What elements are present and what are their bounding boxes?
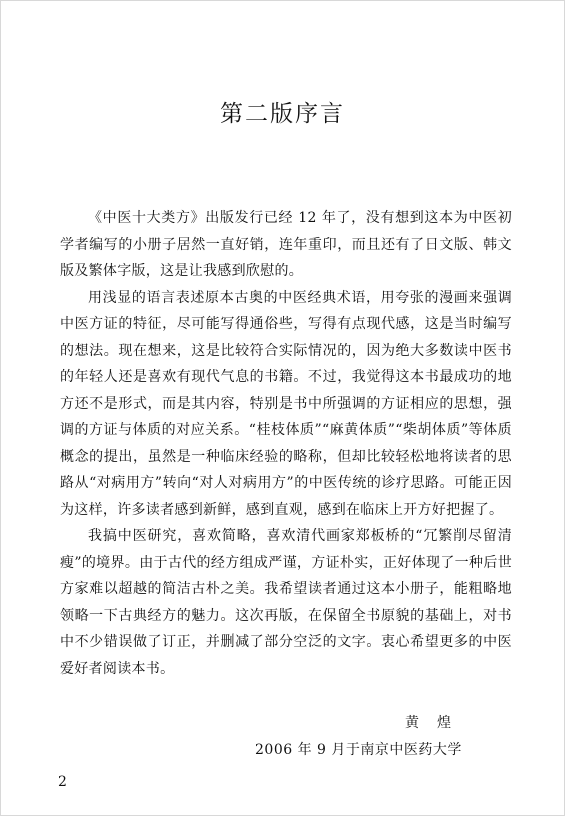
page-title: 第二版序言 — [220, 101, 345, 127]
paragraph-2: 用浅显的语言表述原本古奥的中医经典术语，用夸张的漫画来强调中医方证的特征，尽可能写得通俗些，写得有点现代感，这是当时编写的想法。现在想来，这是比较符合实际情况的，因为绝大多数读中医书的年轻人还是喜欢有现代气息的书籍。不过，我觉得这本书最成功的地方还不是形式，而是其内容，特别是书中所强调的方证相应的思想，强调的方证与体质的对应关系。“桂枝体质”“麻黄体质”“柴胡体质”等体质概念的提出，虽然是一种临床经验的略称，但却比较轻松地将读者的思路从“对病用方”转向“对人对病用方”的中医传统的诊疗思路。可能正因为这样，许多读者感到新鲜，感到直观，感到在临床上开方好把握了。 — [60, 289, 512, 518]
author-signature: 黄煌 — [405, 715, 469, 731]
paragraph-1: 《中医十大类方》出版发行已经 12 年了，没有想到这本为中医初学者编写的小册子居然一直好销，连年重印，而且还有了日文版、韩文版及繁体字版，这是让我感到欣慰的。 — [60, 210, 512, 279]
signature-date-place: 2006 年 9 月于南京中医药大学 — [255, 742, 462, 758]
page-number: 2 — [58, 774, 67, 790]
preface-body — [60, 205, 512, 682]
paragraph-3: 我搞中医研究，喜欢简略，喜欢清代画家郑板桥的“冗繁削尽留清瘦”的境界。由于古代的经方组成严谨，方证朴实，正好体现了一种后世方家难以超越的简洁古朴之美。我希望读者通过这本小册子，能粗略地领略一下古典经方的魅力。这次再版，在保留全书原貌的基础上，对书中不少错误做了订正，并删减了部分空泛的文字。衷心希望更多的中医爱好者阅读本书。 — [60, 528, 512, 677]
